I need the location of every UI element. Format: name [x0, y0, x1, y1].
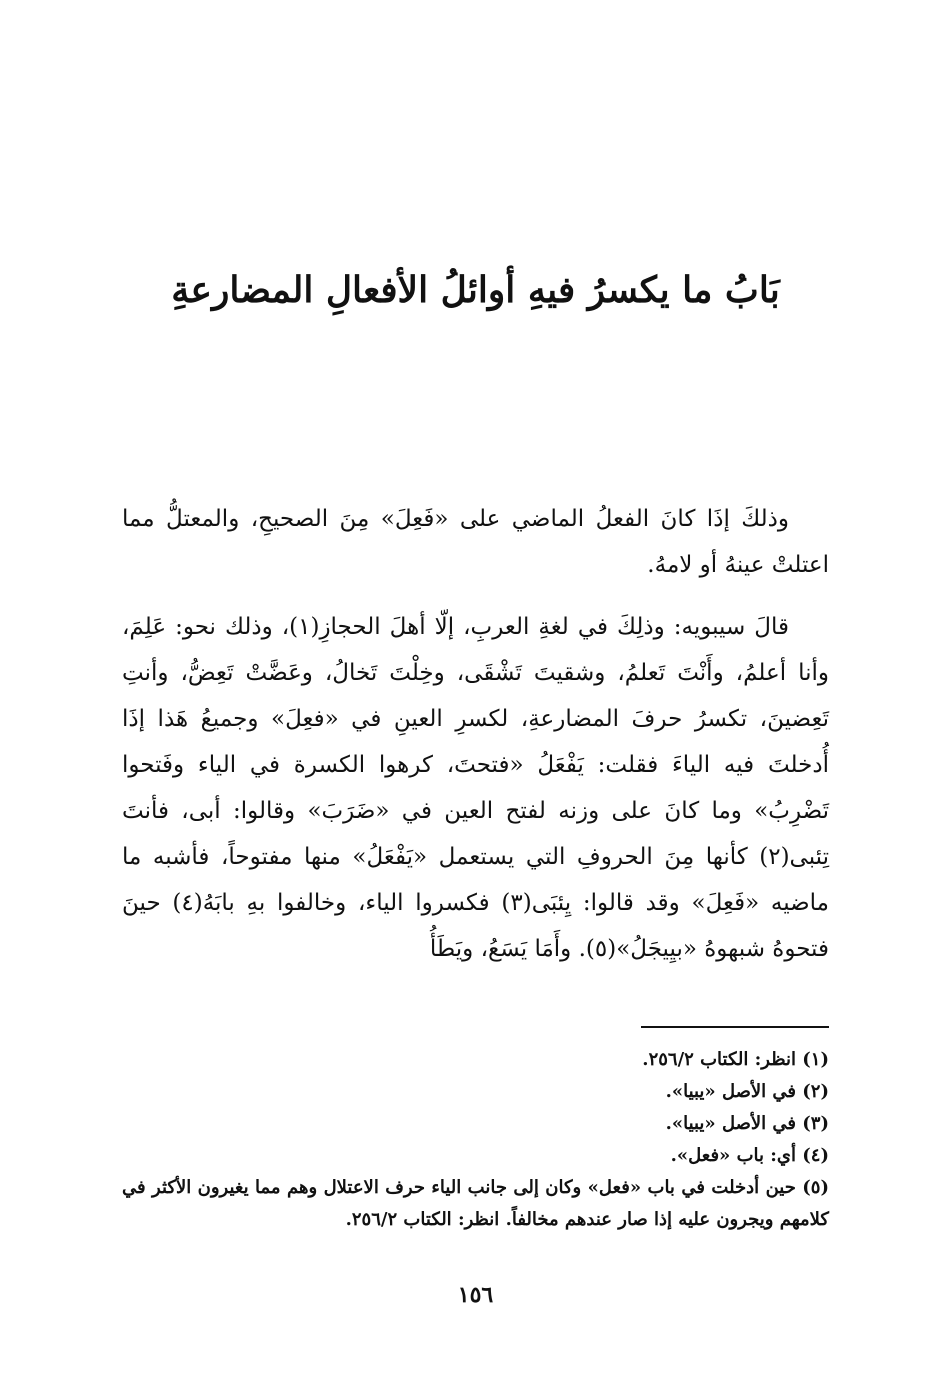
- footnote-5: (٥) حين أدخلت في باب «فعل» وكان إلى جانب الياء حرف الاعتلال وهم مما يغيرون الأكثر في كلامهم ويجرون عليه إذا صار عندهم مخالفاً. انظر: الكتاب ٢٥٦/٢.: [122, 1177, 829, 1230]
- footnote-divider: [641, 1026, 829, 1028]
- body-paragraph-intro: وذلكَ إذَا كانَ الفعلُ الماضي على «فَعِلَ» مِنَ الصحيحِ، والمعتلُّ مما اعتلتْ عينهُ أو لامهُ.: [122, 506, 829, 578]
- footnote-1: (١) انظر: الكتاب ٢٥٦/٢.: [642, 1049, 829, 1070]
- footnote-3: (٣) في الأصل «يبيا».: [665, 1113, 829, 1134]
- footnotes-list: [122, 1044, 829, 1236]
- footnote-4: (٤) أي: باب «فعل».: [670, 1145, 829, 1166]
- chapter-title: بَابُ ما يكسرُ فيهِ أوائلُ الأفعالِ المضارعةِ: [171, 269, 780, 311]
- body-paragraph-sibawayh: قالَ سيبويه: وذلِكَ في لغةِ العربِ، إلّا أهلَ الحجازِ(١)، وذلك نحو: عَلِمَ، وأنا أعلمُ، وأَنْتَ تَعلمُ، وشقيتَ تَشْقَى، وخِلْتَ تَخالُ، وعَضَّتْ تَعِضُّ، وأنتِ تَعِضينَ، تكسرُ حرفَ المضارعةِ، لكسرِ العينِ في «فعِلَ» وجميعُ هَذا إذَا أُدخلتَ فيه الياءَ فقلت: يَفْعَلُ «فتحتَ، كرهوا الكسرة في الياء وفَتحوا تَضْرِبُ» وما كانَ على وزنه لفتح العين في «ضَرَبَ» وقالوا: أبى، فأنتَ تِئبى(٢) كأنها مِنَ الحروفِ التي يستعمل «يَفْعَلُ» منها مفتوحاً، فأشبه ما ماضيه «فَعِلَ» وقد قالوا: يِئبَى(٣) فكسروا الياء، وخالفوا بهِ بابَهُ(٤) حينَ فتحوهُ شبهوهُ «بيِيجَلُ»(٥). وأَمَا يَسَعُ، ويَطَأُ: [122, 614, 829, 962]
- page-number: ١٥٦: [457, 1282, 494, 1308]
- footnote-2: (٢) في الأصل «يبيا».: [665, 1081, 829, 1102]
